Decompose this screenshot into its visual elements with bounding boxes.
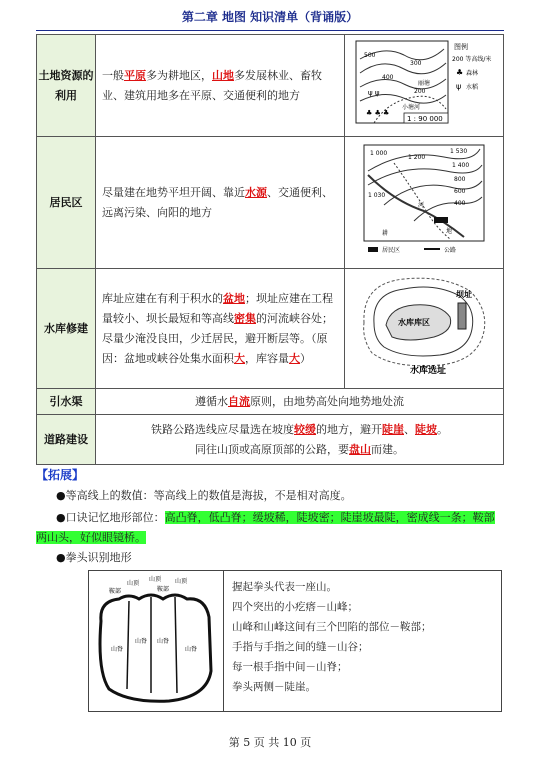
keyword: 大: [234, 351, 245, 365]
contour-label: 1 200: [408, 154, 426, 161]
row-reservoir: [37, 269, 504, 389]
extension-text: 等高线上的数值：等高线上的数值是海拔，不是相对高度。: [65, 489, 352, 502]
contour-label: 1 400: [452, 162, 470, 169]
spot-height-label: 1 030: [368, 192, 386, 199]
river-label: 小塘河: [402, 104, 421, 111]
legend-paddy: 水稻: [466, 84, 479, 91]
text-span: 、交通便利、远离污染、向阳的地方: [102, 185, 333, 219]
row-label: 水库修建: [37, 269, 96, 389]
legend-title: 图例: [454, 43, 468, 51]
bullet: ●: [56, 489, 66, 502]
row-canal: [37, 389, 504, 415]
reservoir-diagram: [354, 273, 494, 377]
contour-line: [360, 79, 446, 89]
fist-line: 每一根手指中间－山脊；: [232, 661, 348, 673]
extension-text: 口诀记忆地形部位：: [65, 511, 165, 524]
row-label: 土地资源的利用: [37, 35, 96, 137]
village-label: 丽塘: [418, 80, 431, 87]
fist-figure: [89, 571, 224, 711]
contour-label: 300: [410, 60, 422, 67]
extension-point-2: [36, 508, 504, 548]
text-span: 、: [404, 422, 415, 436]
peak-label: 山顶: [175, 578, 188, 585]
figure-cell: [345, 137, 504, 269]
row-text: [96, 35, 345, 137]
page-footer: 第 5 页 共 10 页: [228, 736, 312, 749]
ridge-label: 山脊: [135, 638, 148, 645]
page-header-title: 第二章 地图 知识清单（背诵版）: [181, 10, 359, 24]
contour-label: 600: [454, 188, 466, 195]
keyword: 陡崖: [382, 422, 404, 436]
row-text: [96, 389, 504, 415]
text-span: 的河流峡谷处；尽量少淹没良田，少迁居民，避开断层等。（原因：盆地或峡谷处集水面积: [102, 311, 333, 365]
bullet: ●: [56, 511, 66, 524]
mnemonic-highlight: 高凸脊，低凸脊；缓坡稀，陡坡密；陡崖坡最陡，密成线一条；鞍部两山头，好似眼镜桥。: [36, 511, 495, 544]
field-label: 地: [446, 228, 453, 235]
keyword: 盆地: [223, 291, 245, 305]
row-residential: [37, 137, 504, 269]
legend-residential-icon: [368, 247, 378, 252]
contour-line: [384, 181, 482, 205]
fist-line: 山峰和山峰这间有三个凹陷的部位－鞍部；: [232, 621, 432, 633]
contour-label: 500: [364, 52, 376, 59]
contour-line: [360, 63, 446, 74]
keyword: 较缓: [294, 422, 316, 436]
saddle-label: 鞍部: [157, 586, 170, 593]
text-span: 原则，由地势高处向地势地处流: [250, 394, 404, 408]
forest-icon: ♣ ♣ ♣: [366, 109, 390, 117]
text-span: 的地方，避开: [316, 422, 382, 436]
text-span: 。: [437, 422, 448, 436]
legend-contour: 200 等高线/米: [452, 56, 492, 63]
row-label: 居民区: [37, 137, 96, 269]
contour-label: 400: [454, 200, 466, 207]
fist-line: 拳头两侧－陡崖。: [232, 681, 316, 693]
contour-label: 400: [382, 74, 394, 81]
text-span: ；坝址应建在工程量较小、坝长最短和等高线: [102, 291, 333, 325]
peak-label: 山顶: [149, 576, 162, 583]
ridge-label: 山脊: [185, 646, 198, 653]
row-land-use: [37, 35, 504, 137]
text-span: 多发展林业、畜牧业、建筑用地多在平原、交通便利的地方: [102, 68, 322, 102]
bullet: ●: [56, 551, 66, 564]
keyword: 盘山: [349, 442, 371, 456]
extension-text: 拳头识别地形: [65, 551, 132, 564]
contour-label: 200: [414, 88, 426, 95]
text-span: 铁路公路选线应尽量选在坡度: [151, 422, 294, 436]
keyword: 大: [289, 351, 300, 365]
text-span: 多为耕地区，: [146, 68, 212, 82]
text-span: 一般: [102, 68, 124, 82]
river-label: 河: [418, 202, 425, 209]
row-text: [96, 269, 345, 389]
page-header: [36, 8, 504, 31]
text-span: ）: [300, 351, 311, 365]
forest-icon: ♣: [456, 68, 464, 77]
ridge-label: 山脊: [157, 638, 170, 645]
figure-cell: [345, 35, 504, 137]
text-span: 遵循水: [195, 394, 228, 408]
extension-point-3: [36, 548, 504, 568]
land-use-contour-map: [354, 39, 494, 125]
saddle-label: 鞍部: [109, 588, 122, 595]
dam-shape: [458, 303, 466, 329]
paddy-icon: ψ: [456, 82, 462, 91]
contour-label: 800: [454, 176, 466, 183]
knowledge-table: [36, 34, 504, 465]
residential-contour-map: [354, 141, 494, 257]
legend-forest: 森林: [466, 70, 479, 77]
paddy-icon: ψ ψ: [368, 89, 380, 97]
keyword: 陡坡: [415, 422, 437, 436]
contour-label: 1 000: [370, 150, 388, 157]
row-text: [96, 137, 345, 269]
scale-label: 1 : 90 000: [407, 115, 443, 123]
peak-label: 1 530: [450, 148, 468, 155]
text-span: ，库容量: [245, 351, 289, 365]
fist-terrain-box: [88, 570, 502, 712]
residential-block: [434, 217, 448, 223]
keyword: 水源: [245, 185, 267, 199]
extension-point-1: [36, 486, 504, 506]
reservoir-area-label: 水库库区: [398, 318, 430, 327]
fist-explanation: [224, 571, 501, 711]
fist-diagram: [89, 571, 223, 711]
fist-line: 握起拳头代表一座山。: [232, 581, 337, 593]
extension-title: 【拓展】: [36, 468, 85, 482]
peak-label: 山顶: [127, 580, 140, 587]
keyword: 密集: [234, 311, 256, 325]
text-span: 而建。: [371, 442, 404, 456]
keyword: 自流: [228, 394, 250, 408]
row-road: [37, 415, 504, 465]
row-label: 道路建设: [37, 415, 96, 465]
legend-road: 公路: [444, 247, 457, 254]
keyword: 平原: [124, 68, 146, 82]
fist-line: 手指与手指之间的缝－山谷；: [232, 641, 369, 653]
dam-label: 坝址: [456, 290, 472, 299]
fist-line: 四个突出的小疙瘩－山峰；: [232, 601, 358, 613]
row-text: [96, 415, 504, 465]
legend-residential: 居民区: [382, 247, 401, 254]
text-span: 库址应建在有利于积水的: [102, 291, 223, 305]
row-label: 引水渠: [37, 389, 96, 415]
field-label: 耕: [382, 230, 389, 237]
keyword: 山地: [212, 68, 234, 82]
text-span: 同往山顶或高原顶部的公路，要: [195, 442, 349, 456]
text-span: 尽量建在地势平坦开阔、靠近: [102, 185, 245, 199]
ridge-label: 山脊: [111, 646, 124, 653]
figure-caption: 水库选址: [410, 366, 447, 376]
figure-cell: [345, 269, 504, 389]
